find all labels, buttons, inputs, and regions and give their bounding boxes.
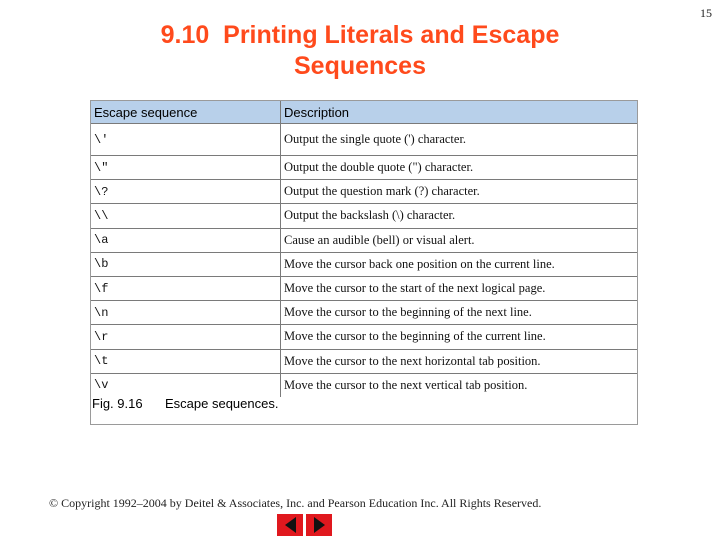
previous-slide-button[interactable]	[277, 514, 303, 536]
description-cell: Output the question mark (?) character.	[281, 180, 638, 204]
right-triangle-icon	[314, 517, 325, 533]
next-slide-button[interactable]	[306, 514, 332, 536]
table-row	[91, 180, 637, 204]
slide-title-line-1: 9.10 Printing Literals and Escape	[160, 21, 560, 49]
description-cell: Move the cursor to the beginning of the current line.	[281, 325, 638, 349]
escape-sequence-table-frame	[90, 100, 638, 425]
slide-title	[110, 20, 610, 82]
table-row	[91, 252, 637, 276]
escape-sequence-cell: \\	[91, 204, 281, 228]
escape-sequence-cell: \n	[91, 301, 281, 325]
copyright-notice: © Copyright 1992–2004 by Deitel & Associates, Inc. and Pearson Education Inc. All Rights Reserved.	[49, 496, 542, 510]
escape-sequence-cell: \"	[91, 156, 281, 180]
table-row	[91, 124, 637, 156]
description-cell: Output the backslash (\) character.	[281, 204, 638, 228]
table-row	[91, 301, 637, 325]
figure-number: Fig. 9.16	[92, 396, 143, 411]
escape-sequence-cell: \'	[91, 124, 281, 156]
escape-sequence-table	[91, 101, 637, 397]
description-cell: Move the cursor to the beginning of the next line.	[281, 301, 638, 325]
escape-sequence-cell: \t	[91, 349, 281, 373]
escape-sequence-cell: \v	[94, 378, 109, 393]
description-cell: Cause an audible (bell) or visual alert.	[281, 228, 638, 252]
escape-sequence-cell: \a	[91, 228, 281, 252]
escape-sequence-cell: \?	[91, 180, 281, 204]
table-row	[91, 204, 637, 228]
page-number: 15	[700, 6, 712, 20]
description-cell: Output the double quote (") character.	[281, 156, 638, 180]
escape-sequence-cell: \f	[91, 276, 281, 300]
escape-sequence-cell: \r	[91, 325, 281, 349]
table-row	[91, 373, 637, 397]
table-row	[91, 349, 637, 373]
escape-sequence-cell: \b	[91, 252, 281, 276]
left-triangle-icon	[285, 517, 296, 533]
table-row	[91, 276, 637, 300]
header-escape-sequence: Escape sequence	[91, 101, 281, 124]
description-cell: Output the single quote (') character.	[281, 124, 638, 156]
table-row	[91, 156, 637, 180]
figure-caption-text: Escape sequences.	[165, 396, 279, 411]
figure-caption	[92, 396, 278, 411]
description-cell: Move the cursor back one position on the current line.	[281, 252, 638, 276]
table-row	[91, 228, 637, 252]
slide-title-line-2: Sequences	[293, 52, 426, 80]
table-row	[91, 325, 637, 349]
description-cell: Move the cursor to the start of the next logical page.	[281, 276, 638, 300]
description-cell: Move the cursor to the next vertical tab position.	[281, 373, 638, 397]
description-cell: Move the cursor to the next horizontal tab position.	[281, 349, 638, 373]
header-description: Description	[281, 101, 638, 124]
table-header-row	[91, 101, 637, 124]
